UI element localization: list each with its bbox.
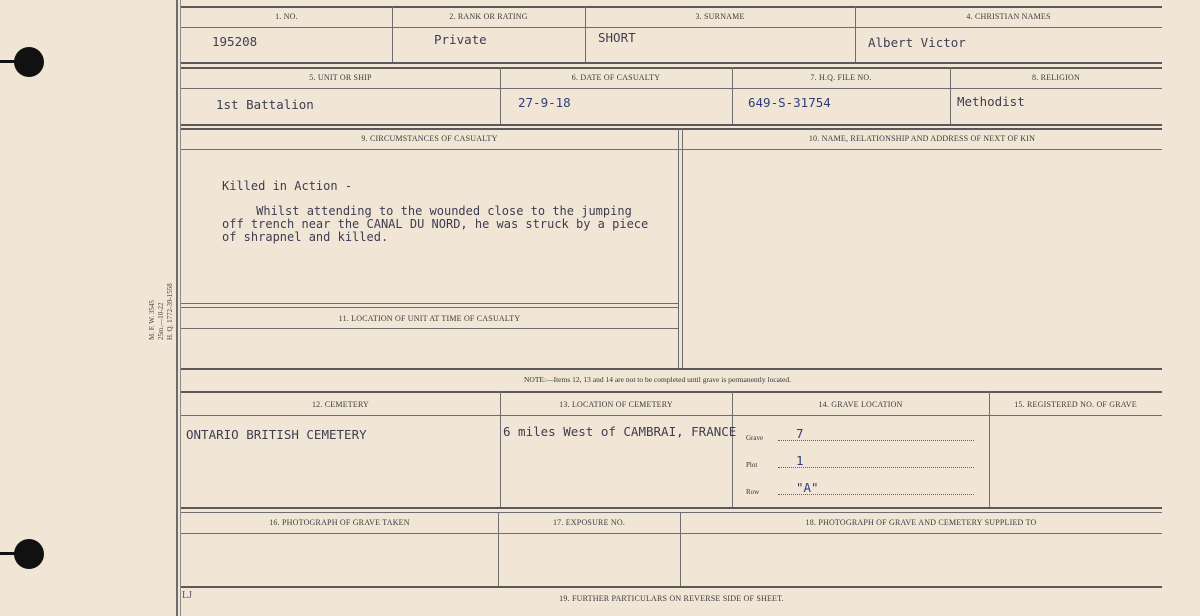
label-cemetery-location: 13. LOCATION OF CEMETERY [559,400,673,409]
rule [181,62,1162,64]
value-cemetery-location: 6 miles West of CAMBRAI, FRANCE [503,424,737,439]
label-surname: 3. SURNAME [695,12,745,21]
value-unit: 1st Battalion [216,97,314,112]
value-rank: Private [434,32,487,47]
label-further-particulars: 19. FURTHER PARTICULARS ON REVERSE SIDE OF SHEET. [559,594,784,603]
value-grave: 7 [796,426,804,441]
label-no: 1. NO. [275,12,298,21]
rule [181,415,1162,416]
rule [181,368,1162,370]
label-photo-grave: 16. PHOTOGRAPH OF GRAVE TAKEN [269,518,410,527]
value-christian-names: Albert Victor [868,35,966,50]
label-hq-file: 7. H.Q. FILE NO. [810,73,872,82]
circumstances-line: off trench near the CANAL DU NORD, he was struck by a piece [222,217,649,231]
value-surname: SHORT [598,30,636,45]
label-rank: 2. RANK OR RATING [449,12,528,21]
rule [181,586,1162,588]
grave-key-label: Grave [746,434,764,442]
label-photo-supplied: 18. PHOTOGRAPH OF GRAVE AND CEMETERY SUPPLIED TO [805,518,1037,527]
grave-row-grave [744,428,974,442]
label-circumstances: 9. CIRCUMSTANCES OF CASUALTY [361,134,498,143]
circumstances-line: Whilst attending to the wounded close to the jumping [220,204,632,218]
grave-row-row [744,482,974,496]
value-plot: 1 [796,453,804,468]
rule [181,328,678,329]
rule [678,128,679,368]
punch-hole-bottom-tab [0,552,20,555]
value-row: "A" [796,480,819,495]
rule [181,128,1162,130]
rule [181,391,1162,393]
rule [181,27,1162,28]
dotted-rule [778,467,974,468]
rule [181,6,1162,8]
rule [682,128,683,368]
rule [181,512,1162,513]
rule [181,307,678,308]
rule [181,124,1162,126]
value-no: 195208 [212,34,258,49]
value-circumstances [222,180,682,244]
label-exposure: 17. EXPOSURE NO. [552,518,626,527]
rule [181,507,1162,509]
rule [181,67,1162,69]
value-religion: Methodist [957,94,1025,109]
circumstances-line: Killed in Action - [222,179,353,193]
label-registered-no: 15. REGISTERED NO. OF GRAVE [1014,400,1137,409]
grave-key-label: Row [746,488,760,496]
label-cemetery: 12. CEMETERY [311,400,370,409]
circumstances-line: of shrapnel and killed. [222,230,389,244]
value-hq-file: 649-S-31754 [748,95,831,110]
clerk-stamp: LJ [182,590,192,601]
label-unit: 5. UNIT OR SHIP [309,73,372,82]
label-grave-location: 14. GRAVE LOCATION [818,400,903,409]
value-cemetery: ONTARIO BRITISH CEMETERY [186,427,367,442]
note-completion: NOTE:—Items 12, 13 and 14 are not to be completed until grave is permanently located. [524,375,792,384]
rule [181,533,1162,534]
form-print-code: M. F. W. 3545 25m.—10-22 H. Q. 1772-39-1558 [148,283,174,340]
rule [181,149,1162,150]
margin-rule [176,0,178,616]
label-date: 6. DATE OF CASUALTY [571,73,661,82]
grave-row-plot [744,455,974,469]
dotted-rule [778,440,974,441]
punch-hole-top-tab [0,60,20,63]
label-religion: 8. RELIGION [1032,73,1080,82]
label-location-unit: 11. LOCATION OF UNIT AT TIME OF CASUALTY [338,314,521,323]
label-next-of-kin: 10. NAME, RELATIONSHIP AND ADDRESS OF NEXT OF KIN [808,134,1036,143]
rule [181,303,678,304]
rule [181,88,1162,89]
grave-key-label: Plot [746,461,758,469]
label-christian-names: 4. CHRISTIAN NAMES [966,12,1051,21]
value-date: 27-9-18 [518,95,571,110]
